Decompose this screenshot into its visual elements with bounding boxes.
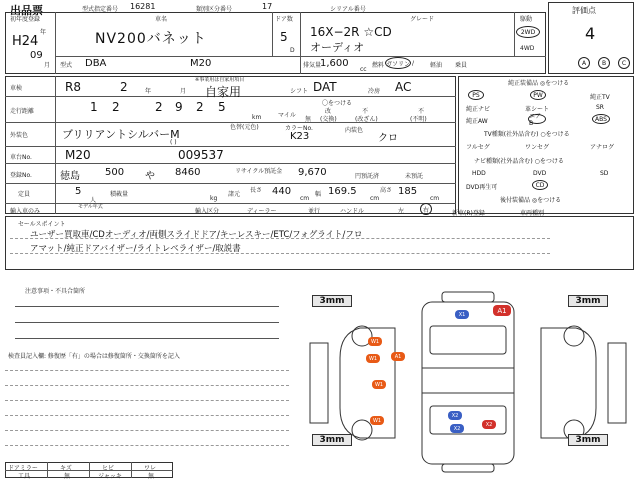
mileage-d0: 1 <box>90 100 98 114</box>
mileage-d3: 2 <box>155 100 163 114</box>
legend-val-2: ジャッキ <box>98 473 122 480</box>
reg-month-unit: 月 <box>180 88 187 95</box>
legend-head-3: ワレ <box>144 465 157 472</box>
shift-label: シフト <box>290 88 309 95</box>
damage-mark-a1-front: A1 <box>493 305 511 316</box>
sales-line-1: ユーザー買取車/CDオーディオ/両側スライドドア/キーレスキー/ETC/フォグライト/フロ <box>30 230 363 240</box>
damage-mark-w1-b: W1 <box>366 354 380 363</box>
damage-mark-x2-a: X2 <box>448 411 462 420</box>
category-label: 類別区分番号 <box>196 6 233 13</box>
ac: AC <box>395 80 412 94</box>
import-class-label: 輸入区分 <box>195 208 220 215</box>
first-reg-year-unit: 年 <box>40 29 47 36</box>
reg-year: 2 <box>120 80 128 94</box>
model-code: M20 <box>190 58 212 69</box>
cap-b: B <box>598 57 610 69</box>
sales-label: セールスポイント <box>18 221 66 228</box>
damage-mark-a1-side: A1 <box>391 352 405 361</box>
doors-unit: D <box>290 47 295 54</box>
tread-rl: 3mm <box>312 434 352 446</box>
damage-mark-w1-d: W1 <box>370 416 384 425</box>
reg-use: 自家用 <box>205 85 242 99</box>
first-reg-month-unit: 月 <box>44 62 51 69</box>
car-name: NV200バネット <box>95 31 207 47</box>
navi-dvd: DVD <box>533 170 547 177</box>
mileage-opt-3: (不明) <box>410 116 427 123</box>
fuel-gasoline: ガソリン <box>385 57 411 69</box>
cap-label: 乗員 <box>455 62 468 69</box>
legend-head-0: ドアミラー <box>8 465 38 472</box>
tv-analog: アナログ <box>590 144 615 151</box>
chassis-label: 車台No. <box>10 154 32 161</box>
legend-val-0: 工具 <box>18 473 31 480</box>
tv-oneseg: ワンセグ <box>525 144 550 151</box>
navi-kind-title: ナビ種類(社外品含む) ○をつける <box>474 158 564 165</box>
mileage-d5: 2 <box>196 100 204 114</box>
drive-label: 駆動 <box>520 16 533 23</box>
new-reg-a: 新車(R)登録 <box>452 210 485 217</box>
drive-2wd: 2WD <box>516 26 540 38</box>
import-handle: ハンドル <box>340 208 365 215</box>
damage-mark-x2-c: X2 <box>482 420 496 429</box>
eval-label: 評価点 <box>572 6 596 15</box>
mileage-head-2: 不 <box>362 108 369 115</box>
disp-unit: cc <box>360 66 367 73</box>
cap-a: A <box>578 57 590 69</box>
recycle-label: リサイクル預託金 <box>235 168 283 175</box>
chassis-2: 009537 <box>178 148 224 162</box>
tread-fl: 3mm <box>312 295 352 307</box>
type-no: 16281 <box>130 2 156 11</box>
load-label: 積載量 <box>110 191 129 198</box>
fuel-label: 燃料 <box>372 62 385 69</box>
opt-ps: PS <box>468 90 484 100</box>
mileage-opt-1: (交換) <box>320 116 337 123</box>
mileage-opt-0: 無 <box>305 116 312 123</box>
mileage-head-1: 改 <box>325 108 332 115</box>
plate-kana: や <box>145 171 155 182</box>
legend-val-3: 無 <box>148 473 155 480</box>
damage-mark-w1-a: W1 <box>368 337 382 346</box>
circle-note: 〇をつける <box>322 100 353 107</box>
shift: DAT <box>313 80 337 94</box>
new-reg-b: 車両種別 <box>520 210 545 217</box>
reg-note: ※事業用は自家用項目 <box>195 77 245 83</box>
disp: 1,600 <box>320 58 349 69</box>
plate-label: 登録No. <box>10 172 32 179</box>
size-label: 諸元 <box>228 191 241 198</box>
car-name-label: 車名 <box>155 16 168 23</box>
hei: 185 <box>398 186 418 197</box>
aftermarket-title: 後付装備品 ◎をつける <box>500 197 562 204</box>
model-prefix-label: 型式 <box>60 62 73 69</box>
import-label: 輸入車のみ <box>10 208 41 215</box>
ext-color-sub: ( ) <box>170 139 177 146</box>
load-unit: kg <box>210 195 218 202</box>
mileage-d1: 2 <box>112 100 120 114</box>
seal-label: 未預託 <box>405 173 424 180</box>
grade-label: グレード <box>410 16 435 23</box>
chassis-1: M20 <box>65 148 91 162</box>
hei-label: 高さ <box>380 187 393 194</box>
first-reg-month: 09 <box>30 50 43 61</box>
legend-val-1: 無 <box>64 473 71 480</box>
mileage-unit: km <box>252 114 262 121</box>
first-reg-era: H24 <box>12 34 39 49</box>
model-year: モデル年式 <box>78 204 103 210</box>
wid: 169.5 <box>328 186 357 197</box>
grade-2: オーディオ <box>310 41 365 54</box>
record-label: 検査員記入欄: 修復歴「有」の場合は修復箇所・交換箇所を記入 <box>8 353 180 360</box>
navi-hdd: HDD <box>472 170 486 177</box>
disp-label: 排気量 <box>303 62 322 69</box>
notes-label: 注意事項・不具合箇所 <box>25 288 86 295</box>
tread-fr: 3mm <box>568 295 608 307</box>
fuel-diesel: 軽油 <box>430 62 443 69</box>
grade-1: 16X−2R ☆CD <box>310 25 392 39</box>
plate-num: 8460 <box>175 167 201 178</box>
navi-dvd-play: DVD再生可 <box>466 184 498 191</box>
opt-airbag: エアB <box>528 114 546 124</box>
navi-cd: CD <box>532 180 548 190</box>
opt-tv: 純正TV <box>590 94 610 101</box>
len-unit: cm <box>300 195 310 202</box>
recycle-unit: 円預託済 <box>355 173 380 180</box>
drive-4wd: 4WD <box>520 45 535 52</box>
color-change-label: 色替(元色) <box>230 124 259 131</box>
reg-year-unit: 年 <box>145 88 152 95</box>
damage-mark-x1-front: X1 <box>455 310 469 319</box>
opt-sr: SR <box>596 104 604 111</box>
mileage-d6: 5 <box>218 100 226 114</box>
mileage-label: 走行距離 <box>10 108 35 115</box>
reg-era: R8 <box>65 80 81 94</box>
mileage-d4: 9 <box>175 100 183 114</box>
color-code-label: カラーNo. <box>285 125 313 132</box>
color-code: K23 <box>290 131 310 142</box>
fuel-slash: / <box>412 60 415 67</box>
damage-mark-x2-b: X2 <box>450 424 464 433</box>
type-no-label: 型式指定番号 <box>82 6 119 13</box>
ac-label: 冷房 <box>368 88 381 95</box>
category: 17 <box>262 2 273 11</box>
mileage-unit-label: マイル <box>278 112 296 119</box>
opt-seat: 革シート <box>525 106 550 113</box>
doors: 5 <box>280 30 288 44</box>
tread-rr: 3mm <box>568 434 608 446</box>
serial-label: シリアル番号 <box>330 6 366 13</box>
ext-color-label: 外装色 <box>10 132 29 139</box>
doors-label: ドア数 <box>275 16 293 23</box>
plate-area: 徳島 <box>60 171 80 182</box>
capacity: 5 <box>75 186 82 197</box>
legend-head-1: キズ <box>60 465 72 472</box>
legend-head-2: ヒビ <box>102 465 115 472</box>
eval-score: 4 <box>585 24 596 43</box>
cap-c: C <box>618 57 630 69</box>
int-color-label: 内装色 <box>345 127 364 134</box>
ext-color: ブリリアントシルバーM <box>62 128 180 141</box>
navi-sd: SD <box>600 170 609 177</box>
first-reg-label: 初年度登録 <box>10 16 41 23</box>
opt-pw: PW <box>530 90 546 100</box>
import-parallel: 並行 <box>308 208 321 215</box>
import-right: 右 <box>420 203 432 215</box>
opt-aw: 純正AW <box>466 118 488 125</box>
cap-unit: 人 <box>90 197 97 204</box>
import-left: 左 <box>398 208 405 215</box>
model-prefix: DBA <box>85 58 107 69</box>
mileage-head-3: 不 <box>418 108 425 115</box>
tv-kind-title: TV種類(社外品含む) ○をつける <box>484 131 570 138</box>
int-color: クロ <box>378 133 398 144</box>
len-label: 長さ <box>250 187 263 194</box>
wid-unit: cm <box>370 195 380 202</box>
opt-abs: ABS <box>592 114 610 124</box>
reg-label: 車検 <box>10 85 23 92</box>
recycle: 9,670 <box>298 167 327 178</box>
hei-unit: cm <box>430 195 440 202</box>
tv-fullseg: フルセグ <box>466 144 490 151</box>
cap-label-2: 定員 <box>18 191 31 198</box>
mileage-opt-2: (改ざん) <box>355 116 378 123</box>
wid-label: 幅 <box>315 191 322 198</box>
len: 440 <box>272 186 292 197</box>
page-title: 出品票 <box>10 4 43 17</box>
import-dealer: ディーラー <box>247 208 277 215</box>
options-title: 純正装備品 ◎をつける <box>508 80 570 87</box>
sales-line-2: アマット/純正ドアバイザー/ライトレベライザー/取説書 <box>30 244 241 254</box>
opt-navi: 純正ナビ <box>466 106 491 113</box>
damage-mark-w1-c: W1 <box>372 380 386 389</box>
plate-cls: 500 <box>105 167 125 178</box>
